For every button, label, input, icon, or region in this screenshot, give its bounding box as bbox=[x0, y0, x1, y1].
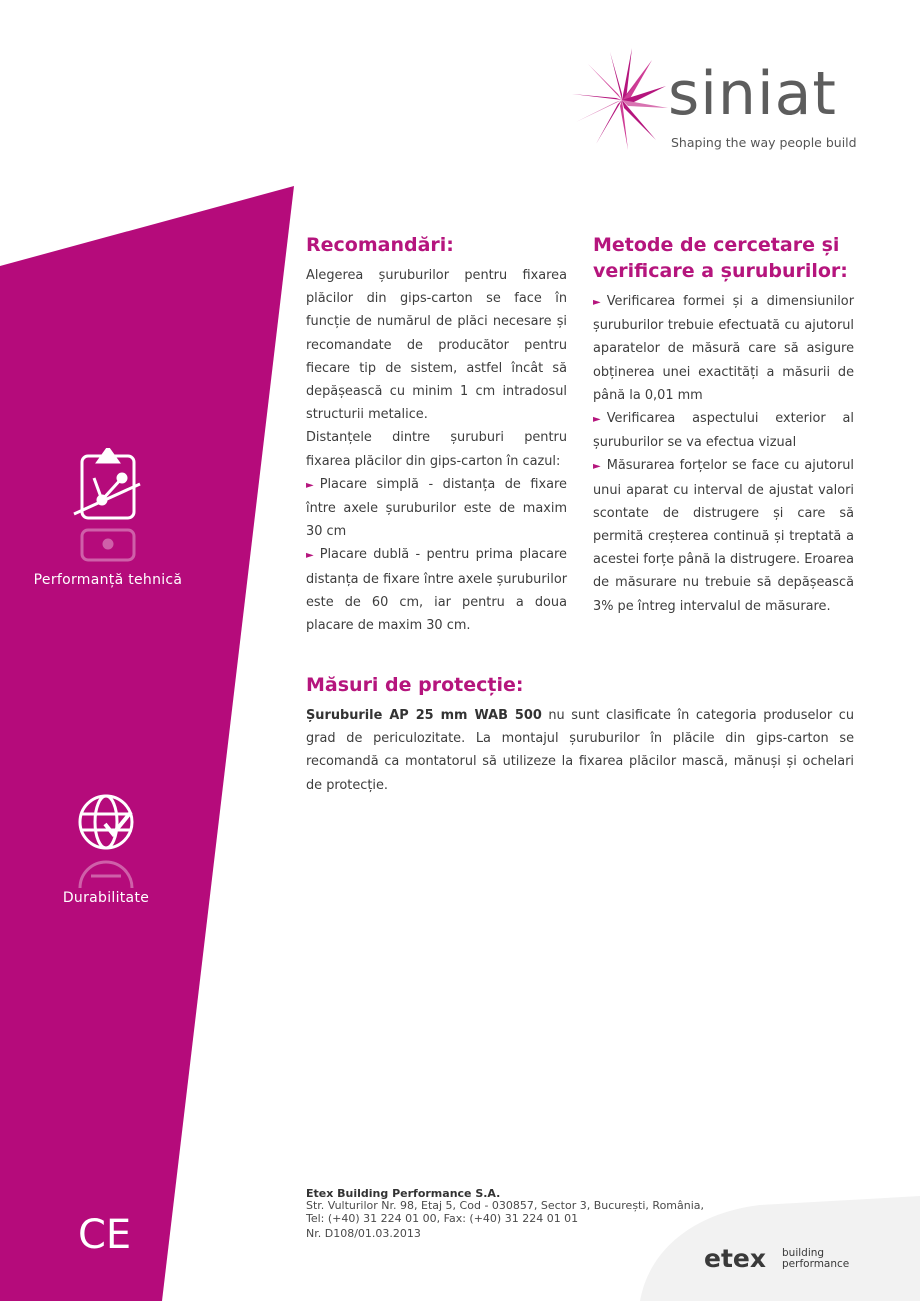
globe-check-icon bbox=[71, 792, 141, 892]
product-name: Șuruburile AP 25 mm WAB 500 bbox=[306, 708, 542, 723]
bullet-arrow-icon: ► bbox=[593, 414, 601, 426]
etex-logo bbox=[704, 1244, 850, 1273]
brand-tagline: Shaping the way people build bbox=[671, 135, 857, 150]
sidebar-item-performance bbox=[30, 448, 186, 588]
list-item-text: Placare dublă - pentru prima placare distanța de fixare între axele șuruburilor este de 60 cm, iar pentru a doua placare de maxim 30 cm. bbox=[306, 547, 567, 634]
recomandari-section bbox=[306, 232, 567, 637]
protectie-body: nu sunt clasificate în categoria produselor cu grad de periculozitate. La montajul șuruburilor în plăcile din gips-carton se recomandă ca montatorul să utilizeze la fixarea plăcilor mască, mănuși și ochelari de protecție. bbox=[306, 708, 854, 793]
list-item bbox=[306, 473, 567, 544]
bullet-arrow-icon: ► bbox=[306, 479, 314, 491]
performance-icon bbox=[68, 448, 148, 568]
protectie-title: Măsuri de protecție: bbox=[306, 674, 524, 696]
sidebar-item-durability bbox=[28, 792, 184, 906]
metode-title-line1: Metode de cercetare și bbox=[593, 234, 840, 256]
siniat-wordmark: siniat bbox=[668, 59, 837, 129]
list-item-text: Măsurarea forțelor se face cu ajutorul unui aparat cu interval de ajustat valori scontate de distrugere și care să permită creșterea continuă și treptată a acestei forțe până la distrugere. Eroarea de măsurare nu trebuie să depășească 3% pe întreg intervalul de măsurare. bbox=[593, 458, 854, 614]
list-item bbox=[593, 454, 854, 617]
recomandari-paragraph: Distanțele dintre șuruburi pentru fixarea plăcilor din gips-carton în cazul: bbox=[306, 430, 567, 469]
etex-subtitle bbox=[782, 1248, 849, 1270]
protectie-section bbox=[306, 672, 854, 797]
ce-mark: CE bbox=[78, 1212, 132, 1258]
etex-wordmark: etex bbox=[704, 1244, 766, 1273]
list-item-text: Verificarea aspectului exterior al șuruburilor se va efectua vizual bbox=[593, 411, 854, 451]
company-name: Etex Building Performance S.A. bbox=[306, 1187, 501, 1200]
company-phone: Tel: (+40) 31 224 01 00, Fax: (+40) 31 224 01 01 bbox=[306, 1211, 579, 1225]
recomandari-title: Recomandări: bbox=[306, 234, 454, 256]
list-item bbox=[593, 290, 854, 407]
bullet-arrow-icon: ► bbox=[306, 550, 314, 562]
company-address: Str. Vulturilor Nr. 98, Etaj 5, Cod - 030857, Sector 3, București, România, bbox=[306, 1199, 705, 1213]
list-item bbox=[306, 543, 567, 637]
footer-address bbox=[306, 1188, 704, 1241]
list-item-text: Placare simplă - distanța de fixare între axele șuruburilor este de maxim 30 cm bbox=[306, 476, 567, 540]
recomandari-paragraph: Alegerea șuruburilor pentru fixarea plăcilor din gips-carton se face în funcție de numărul de plăci necesare și recomandate de producător pentru fiecare tip de sistem, astfel încât să depășească cu minim 1 cm intradosul structurii metalice. bbox=[306, 268, 567, 423]
bullet-arrow-icon: ► bbox=[593, 297, 601, 308]
etex-sub-line1: building bbox=[782, 1247, 825, 1259]
bullet-arrow-icon: ► bbox=[593, 461, 601, 473]
document-number: Nr. D108/01.03.2013 bbox=[306, 1227, 421, 1241]
protectie-text bbox=[306, 704, 854, 797]
list-item-text: Verificarea formei și a dimensiunilor șuruburilor trebuie efectuată cu ajutorul aparatelor de măsură care să asigure obținerea unei exactități a măsurii de până la 0,01 mm bbox=[593, 294, 854, 403]
metode-title-line2: verificare a șuruburilor: bbox=[593, 260, 848, 282]
metode-section bbox=[593, 232, 854, 618]
sidebar-item-label: Durabilitate bbox=[62, 890, 150, 906]
sidebar-item-label: Performanță tehnică bbox=[33, 572, 183, 588]
list-item bbox=[593, 407, 854, 454]
etex-sub-line2: performance bbox=[782, 1258, 850, 1270]
